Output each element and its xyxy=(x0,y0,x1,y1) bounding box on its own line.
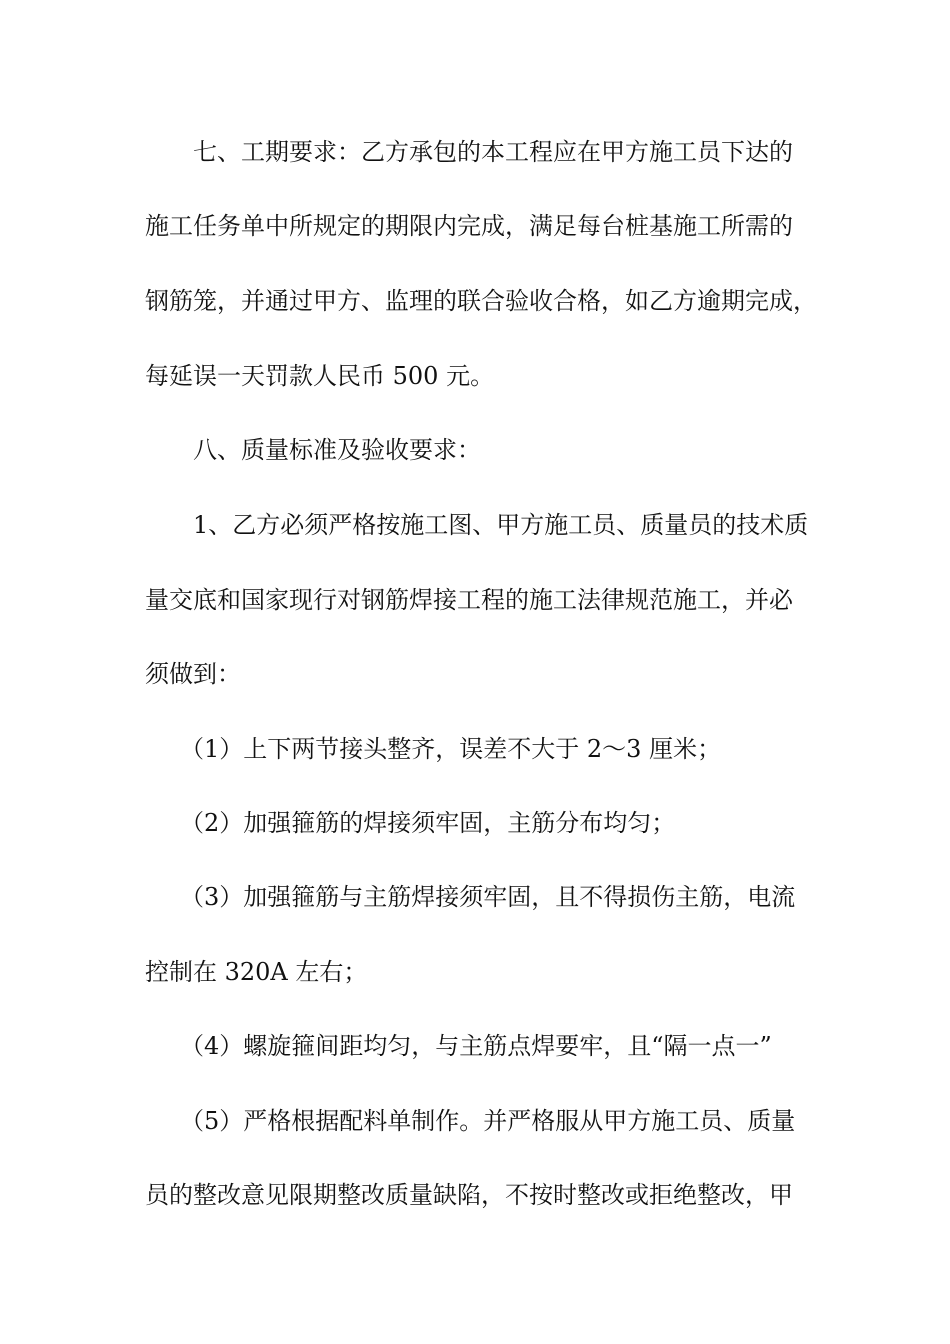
section-8-heading: 八、质量标准及验收要求： xyxy=(193,436,481,464)
list-item-4: （4）螺旋箍间距均匀，与主筋点焊要牢，且“隔一点一” xyxy=(180,1032,772,1060)
section-7-heading-line: 七、工期要求：乙方承包的本工程应在甲方施工员下达的 xyxy=(193,138,793,166)
list-item-5: （5）严格根据配料单制作。并严格服从甲方施工员、质量 xyxy=(180,1107,796,1135)
clause-1-line: 1、乙方必须严格按施工图、甲方施工员、质量员的技术质 xyxy=(193,511,809,539)
paragraph-line: 量交底和国家现行对钢筋焊接工程的施工法律规范施工，并必 xyxy=(145,586,793,614)
list-item-1: （1）上下两节接头整齐，误差不大于 2～3 厘米； xyxy=(180,735,722,763)
list-item-3-continued: 控制在 320A 左右； xyxy=(145,958,368,986)
paragraph-line: 须做到： xyxy=(145,660,241,688)
list-item-5-continued: 员的整改意见限期整改质量缺陷，不按时整改或拒绝整改，甲 xyxy=(145,1181,793,1209)
paragraph-line: 施工任务单中所规定的期限内完成，满足每台桩基施工所需的 xyxy=(145,212,793,240)
paragraph-line: 每延误一天罚款人民币 500 元。 xyxy=(145,362,495,390)
list-item-3: （3）加强箍筋与主筋焊接须牢固，且不得损伤主筋，电流 xyxy=(180,883,796,911)
list-item-2: （2）加强箍筋的焊接须牢固，主筋分布均匀； xyxy=(180,809,676,837)
paragraph-line: 钢筋笼，并通过甲方、监理的联合验收合格，如乙方逾期完成， xyxy=(145,287,817,315)
